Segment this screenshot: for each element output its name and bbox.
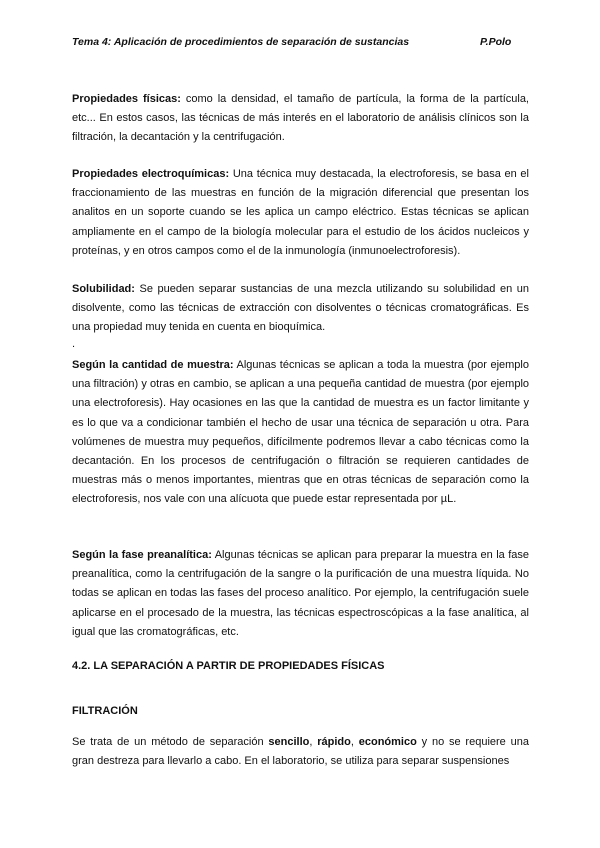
text-segment: Se trata de un método de separación bbox=[72, 736, 269, 748]
paragraph-filtracion bbox=[72, 733, 529, 771]
paragraph-text: Una técnica muy destacada, la electroforesis, se basa en el fraccionamiento de las muestras en función de la migración diferencial que presentan los analitos en un soporte cuando se les aplica un campo eléctrico. Estas técnicas se aplican ampliamente en el campo de la biología molecular para el estudio de los ácidos nucleicos y proteínas, y en otros campos como el de la inmunología (inmunoelectroforesis). bbox=[72, 168, 529, 257]
paragraph-solubilidad bbox=[72, 280, 529, 338]
paragraph-label: Propiedades físicas: bbox=[72, 93, 181, 105]
stray-dot: . bbox=[72, 338, 76, 350]
paragraph-label: Solubilidad: bbox=[72, 283, 135, 295]
page-header bbox=[72, 36, 532, 48]
emphasis-sencillo: sencillo bbox=[268, 736, 310, 748]
paragraph-label: Según la fase preanalítica: bbox=[72, 549, 212, 561]
paragraph-cantidad-muestra bbox=[72, 356, 529, 510]
paragraph-propiedades-fisicas bbox=[72, 90, 529, 148]
paragraph-fase-preanalitica bbox=[72, 546, 529, 642]
paragraph-text: Algunas técnicas se aplican para preparar la muestra en la fase preanalítica, como la centrifugación de la sangre o la purificación de una muestra líquida. No todas se aplican en todas las fases del proceso analítico. Por ejemplo, la centrifugación suele aplicarse en el procesado de la muestra, las técnicas espectroscópicas a la fase analítica, al igual que las cromatográficas, etc. bbox=[72, 549, 529, 638]
paragraph-text: Algunas técnicas se aplican a toda la muestra (por ejemplo una filtración) y otras en cambio, se aplican a una pequeña cantidad de muestra (por ejemplo una electroforesis). Hay ocasiones en las que la cantidad de muestra es un factor limitante y es lo que va a condicionar también el hecho de usar una técnica de separación u otra. Para volúmenes de muestra muy pequeños, difícilmente podremos llevar a cabo técnicas como la decantación. En los procesos de centrifugación o filtración se requieren cantidades de muestras más o menos importantes, mientras que en otras técnicas de separación como la electroforesis, nos vale con una alícuota que puede estar representada por µL. bbox=[72, 359, 529, 506]
text-segment: , bbox=[350, 736, 359, 748]
emphasis-economico: económico bbox=[358, 736, 417, 748]
paragraph-label: Según la cantidad de muestra: bbox=[72, 359, 234, 371]
paragraph-propiedades-electroquimicas bbox=[72, 165, 529, 261]
header-author: P.Polo bbox=[480, 36, 512, 48]
paragraph-text: Se pueden separar sustancias de una mezcla utilizando su solubilidad en un disolvente, como las técnicas de extracción con disolventes o técnicas cromatográficas. Es una propiedad muy tenida en cuenta en bioquímica. bbox=[72, 283, 529, 334]
paragraph-text: como la densidad, el tamaño de partícula, la forma de la partícula, etc... En estos casos, las técnicas de más interés en el laboratorio de análisis clínicos son la filtración, la decantación y la centrifugación. bbox=[72, 93, 529, 144]
text-segment: y no se requiere una gran destreza para llevarlo a cabo. En el laboratorio, se utiliza para separar suspensiones bbox=[72, 736, 529, 768]
paragraph-label: Propiedades electroquímicas: bbox=[72, 168, 230, 180]
subheading-filtracion: FILTRACIÓN bbox=[72, 705, 138, 717]
header-title: Tema 4: Aplicación de procedimientos de separación de sustancias bbox=[72, 36, 410, 48]
text-segment: , bbox=[309, 736, 318, 748]
emphasis-rapido: rápido bbox=[317, 736, 351, 748]
section-heading: 4.2. LA SEPARACIÓN A PARTIR DE PROPIEDADES FÍSICAS bbox=[72, 660, 385, 672]
